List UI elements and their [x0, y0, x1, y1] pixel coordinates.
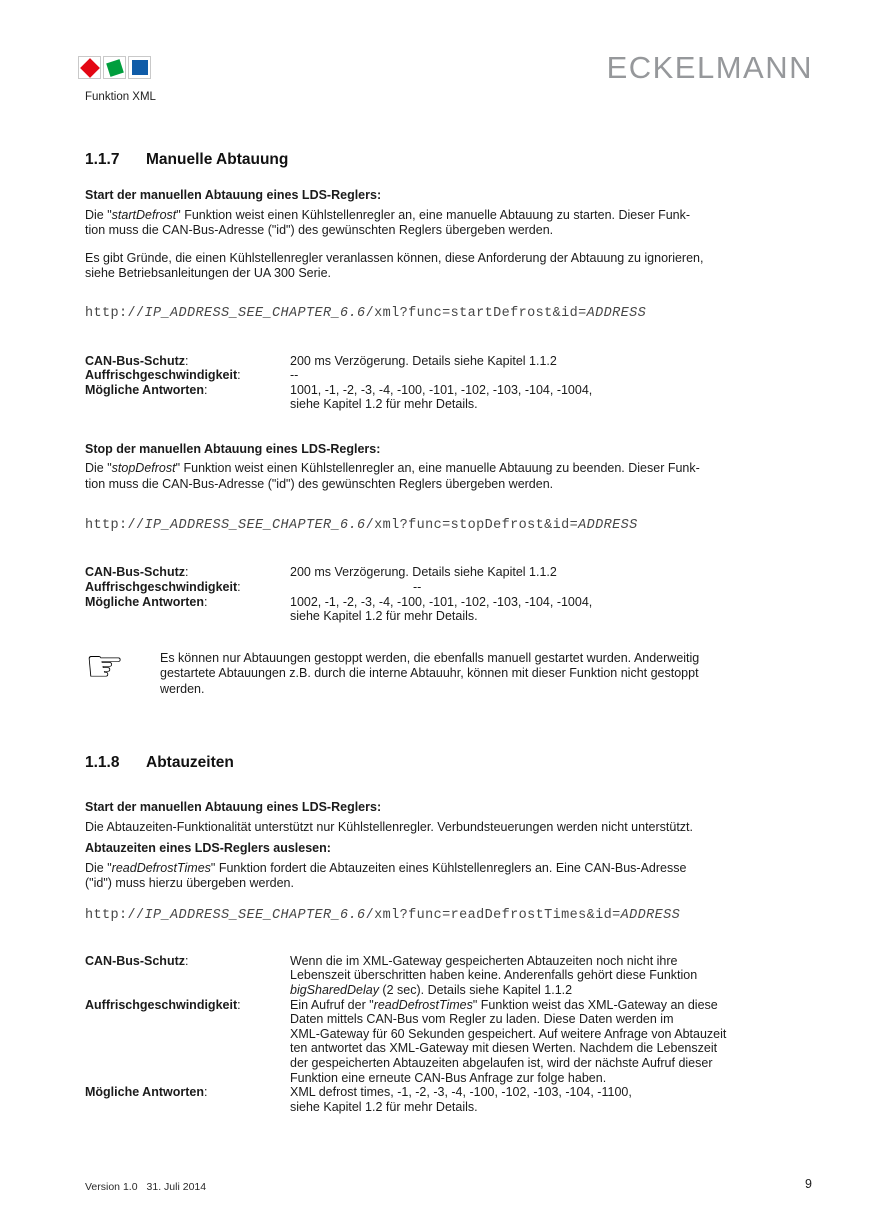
stop-defrost-heading: Stop der manuellen Abtauung eines LDS-Reglers:: [85, 441, 381, 456]
function-name: bigSharedDelay: [290, 982, 379, 997]
start-defrost-heading: Start der manuellen Abtauung eines LDS-Reglers:: [85, 188, 382, 202]
footer-version: [85, 1181, 206, 1193]
read-defrost-times-url: [85, 908, 817, 924]
table-row: Auffrischgeschwindigkeit: --: [85, 368, 817, 383]
text: Die ": [85, 461, 112, 476]
url-host-placeholder: IP_ADDRESS_SEE_CHAPTER_6.6: [144, 907, 366, 923]
row-label: Auffrischgeschwindigkeit: [85, 579, 238, 594]
row-value: 200 ms Verzögerung. Details siehe Kapitel 1.1.2: [290, 565, 557, 580]
text: Es gibt Gründe, die einen Kühlstellenregler veranlassen können, diese Anforderung der Abtauung zu ignorieren,: [85, 250, 704, 265]
row-label: CAN-Bus-Schutz: [85, 353, 185, 368]
url-protocol: http://: [85, 518, 145, 534]
version-label: Version 1.0: [85, 1181, 138, 1193]
url-param-placeholder: ADDRESS: [586, 305, 647, 321]
url-host-placeholder: IP_ADDRESS_SEE_CHAPTER_6.6: [144, 518, 366, 534]
url-path: /xml?func=readDefrostTimes&id=: [365, 907, 621, 923]
section-title: Manuelle Abtauung: [146, 151, 289, 168]
start-defrost-table: [85, 354, 817, 412]
row-label: Mögliche Antworten: [85, 1085, 204, 1100]
defrost-times-start-heading: Start der manuellen Abtauung eines LDS-Reglers:: [85, 800, 382, 815]
read-defrost-times-heading: Abtauzeiten eines LDS-Reglers auslesen:: [85, 841, 331, 856]
text: tion muss die CAN-Bus-Adresse ("id") des gewünschten Reglers übergeben werden.: [85, 223, 554, 237]
reasons-paragraph: [85, 251, 817, 282]
table-row: Mögliche Antworten: 1002, -1, -2, -3, -4, -100, -101, -102, -103, -104, -1004, siehe Kapitel 1.2 für mehr Details.: [85, 595, 817, 624]
stop-defrost-table: [85, 565, 817, 623]
row-label: Mögliche Antworten: [85, 382, 204, 397]
url-protocol: http://: [85, 305, 145, 321]
page-number: 9: [805, 1177, 812, 1191]
brand-wordmark: ECKELMANN: [606, 50, 813, 85]
section-heading-118: [85, 753, 817, 773]
row-value: --: [290, 368, 299, 383]
read-defrost-times-paragraph: [85, 861, 817, 892]
text: ("id") muss hierzu übergeben werden.: [85, 876, 294, 891]
text: " Funktion fordert die Abtauzeiten eines Kühlstellenreglers an. Eine CAN-Bus-Adresse: [210, 860, 687, 875]
url-path: /xml?func=startDefrost&id=: [365, 305, 587, 321]
url-protocol: http://: [85, 907, 145, 923]
logo-cell-3: [128, 56, 151, 79]
eckelmann-logo: [78, 56, 151, 79]
section-number: 1.1.8: [85, 754, 120, 772]
section-number: 1.1.7: [85, 151, 120, 168]
row-value: --: [413, 579, 422, 594]
text: Die ": [85, 207, 112, 222]
row-value: Wenn die im XML-Gateway gespeicherten Abtauzeiten noch nicht ihre Lebenszeit überschritten haben keine. Anderenfalls gehört diese Funktion bigSharedDelay (2 sec). Details siehe Kapitel 1.1.2: [290, 953, 698, 997]
row-value: 200 ms Verzögerung. Details siehe Kapitel 1.1.2: [290, 353, 557, 368]
defrost-times-intro: Die Abtauzeiten-Funktionalität unterstützt nur Kühlstellenregler. Verbundsteuerungen werden nicht unterstützt.: [85, 819, 694, 834]
date-label: 31. Juli 2014: [146, 1181, 207, 1193]
row-label: Mögliche Antworten: [85, 594, 204, 609]
pointing-hand-icon: ☞: [85, 640, 125, 692]
table-row: Mögliche Antworten: 1001, -1, -2, -3, -4, -100, -101, -102, -103, -104, -1004, siehe Kapitel 1.2 für mehr Details.: [85, 383, 817, 412]
url-param-placeholder: ADDRESS: [620, 907, 681, 923]
note-text: Es können nur Abtauungen gestoppt werden, die ebenfalls manuell gestartet wurden. Anderweitig gestartete Abtauungen z.B. durch die interne Abtauuhr, können mit dieser Funktion nicht gestoppt werden.: [160, 650, 700, 696]
text: Die ": [85, 860, 112, 875]
red-diamond-icon: [80, 58, 100, 78]
read-defrost-times-table: [85, 954, 817, 1115]
stop-defrost-url: [85, 518, 817, 534]
table-row: Mögliche Antworten: XML defrost times, -1, -2, -3, -4, -100, -102, -103, -104, -1100, siehe Kapitel 1.2 für mehr Details.: [85, 1085, 817, 1114]
page-content: [85, 150, 817, 1114]
table-row: CAN-Bus-Schutz: Wenn die im XML-Gateway gespeicherten Abtauzeiten noch nicht ihre Lebenszeit überschritten haben keine. Anderenfalls gehört diese Funktion bigSharedDelay (2 sec). Details siehe Kapitel 1.1.2: [85, 954, 817, 998]
table-row: CAN-Bus-Schutz: 200 ms Verzögerung. Details siehe Kapitel 1.1.2: [85, 354, 817, 369]
doc-label: Funktion XML: [85, 91, 156, 103]
green-square-icon: [106, 59, 124, 77]
start-defrost-url: [85, 306, 817, 322]
text: siehe Betriebsanleitungen der UA 300 Serie.: [85, 266, 331, 280]
text: tion muss die CAN-Bus-Adresse ("id") des gewünschten Reglers übergeben werden.: [85, 476, 554, 491]
row-label: Auffrischgeschwindigkeit: [85, 997, 238, 1012]
table-row: Auffrischgeschwindigkeit: --: [85, 580, 817, 595]
row-value: Ein Aufruf der "readDefrostTimes" Funktion weist das XML-Gateway an diese Daten mittels CAN-Bus vom Regler zu laden. Diese Daten werden im XML-Gateway für 60 Sekunden gespeichert. Auf weitere Anfrage von Abtauzeit ten antwortet das XML-Gateway mit diesen Werten. Nachdem die Lebenszeit der gespeicherten Abtauzeiten abgelaufen ist, wird der nächste Aufruf dieser Funktion eine erneute CAN-Bus Anfrage zur folge haben.: [290, 997, 727, 1085]
logo-cell-1: [78, 56, 101, 79]
section-title: Abtauzeiten: [146, 754, 234, 772]
blue-square-icon: [132, 60, 148, 75]
text: " Funktion weist einen Kühlstellenregler an, eine manuelle Abtauung zu beenden. Dieser Funk-: [175, 461, 700, 476]
start-defrost-paragraph: [85, 208, 817, 239]
function-name: readDefrostTimes: [111, 860, 211, 875]
row-label: CAN-Bus-Schutz: [85, 565, 185, 580]
text: " Funktion weist einen Kühlstellenregler an, eine manuelle Abtauung zu starten. Dieser Funk-: [176, 207, 691, 222]
stop-defrost-paragraph: [85, 461, 817, 492]
url-param-placeholder: ADDRESS: [578, 518, 638, 534]
row-value: 1002, -1, -2, -3, -4, -100, -101, -102, -103, -104, -1004, siehe Kapitel 1.2 für mehr Details.: [290, 594, 593, 624]
logo-cell-2: [103, 56, 126, 79]
row-value: 1001, -1, -2, -3, -4, -100, -101, -102, -103, -104, -1004, siehe Kapitel 1.2 für mehr Details.: [290, 382, 593, 412]
table-row: CAN-Bus-Schutz: 200 ms Verzögerung. Details siehe Kapitel 1.1.2: [85, 565, 817, 580]
row-value: XML defrost times, -1, -2, -3, -4, -100, -102, -103, -104, -1100, siehe Kapitel 1.2 für mehr Details.: [290, 1085, 632, 1114]
function-name: startDefrost: [111, 207, 177, 222]
note-block: [85, 640, 817, 698]
row-label: CAN-Bus-Schutz: [85, 953, 185, 968]
table-row: Auffrischgeschwindigkeit: Ein Aufruf der "readDefrostTimes" Funktion weist das XML-Gateway an diese Daten mittels CAN-Bus vom Regler zu laden. Diese Daten werden im XML-Gateway für 60 Sekunden gespeichert. Auf weitere Anfrage von Abtauzeit ten antwortet das XML-Gateway mit diesen Werten. Nachdem die Lebenszeit der gespeicherten Abtauzeiten abgelaufen ist, wird der nächste Aufruf dieser Funktion eine erneute CAN-Bus Anfrage zur folge haben.: [85, 998, 817, 1086]
function-name: readDefrostTimes: [373, 997, 473, 1012]
url-path: /xml?func=stopDefrost&id=: [365, 518, 579, 534]
section-heading-117: [85, 150, 817, 170]
url-host-placeholder: IP_ADDRESS_SEE_CHAPTER_6.6: [144, 305, 366, 321]
function-name: stopDefrost: [111, 461, 176, 476]
row-label: Auffrischgeschwindigkeit: [85, 368, 238, 383]
